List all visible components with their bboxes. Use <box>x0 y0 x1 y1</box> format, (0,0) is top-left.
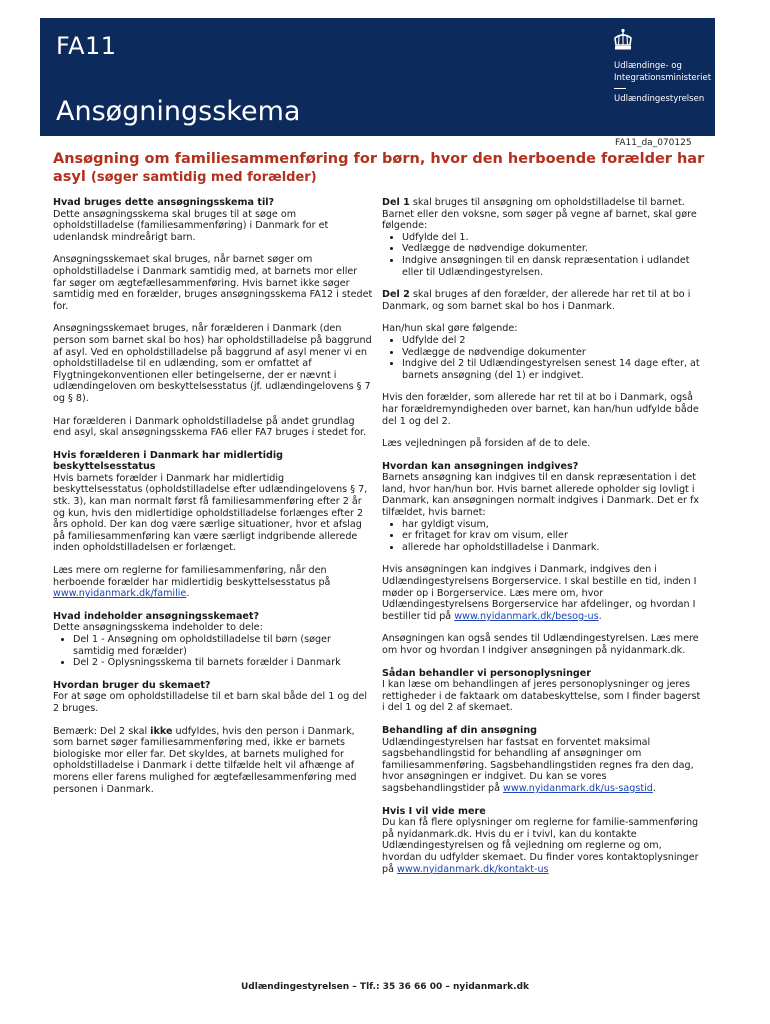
divider <box>614 88 626 89</box>
right-column <box>382 197 704 875</box>
list-item: • Vedlægge de nødvendige dokumenter <box>402 347 704 359</box>
paragraph: Dette ansøgningsskema skal bruges til at søge om opholdstilladelse (familiesammenføring) i Danmark for et udenlandsk mindreårigt barn. <box>53 208 329 243</box>
list-item: • Udfylde del 2 <box>402 335 704 347</box>
page-subtitle: (søger samtidig med forælder) <box>90 170 317 185</box>
paragraph: Hvis ansøgningen kan indgives i Danmark, indgives den i Udlændingestyrelsens Borgerservice. I skal bestille en tid, inden I møder op i Borgerservice. Læs mere om, hvor Udlændingestyrelsens Borgerservice har afdelinger, og hvordan I bestiller tid på www.nyidanmark.dk/besog-us. <box>382 564 697 622</box>
ministry-name: Udlændinge- og Integrationsministeriet <box>614 61 712 83</box>
paragraph: Ansøgningsskemaet skal bruges, når barnet søger om opholdstilladelse i Danmark samtidig med, at barnets mor eller far søger om ægtefællesammenføring. Hvis barnet ikke søger samtidig med en forælder, bruges ansøgningsskema FA12 i stedet for. <box>53 254 373 312</box>
paragraph: Del 2 skal bruges af den forælder, der allerede har ret til at bo i Danmark, og som barnet skal bo hos i Danmark. <box>382 289 691 312</box>
bullet-list <box>382 519 704 554</box>
section-heading: Hvis I vil vide mere <box>382 805 486 817</box>
section-heading: Hvordan bruger du skemaet? <box>53 679 211 691</box>
section-heading: Hvis forælderen i Danmark har midlertidig beskyttelsesstatus <box>53 449 284 473</box>
besog-link[interactable]: www.nyidanmark.dk/besog-us <box>454 610 599 622</box>
list-item: • har gyldigt visum, <box>402 519 704 531</box>
paragraph: Læs vejledningen på forsiden af de to dele. <box>382 438 591 450</box>
agency-name: Udlændingestyrelsen <box>614 94 705 104</box>
document-id: FA11_da_070125 <box>615 138 692 148</box>
section-heading: Hvad indeholder ansøgningsskemaet? <box>53 610 260 622</box>
paragraph: Læs mere om reglerne for familiesammenføring, når den herboende forælder har midlertidig beskyttelsesstatus på www.nyidanmark.dk/familie. <box>53 565 331 600</box>
section-heading: Sådan behandler vi personoplysninger <box>382 667 592 679</box>
paragraph: For at søge om opholdstilladelse til et barn skal både del 1 og del 2 bruges. <box>53 691 368 714</box>
page-footer: Udlændingestyrelsen – Tlf.: 35 36 66 00 – nyidanmark.dk <box>240 982 529 992</box>
list-item: • Vedlægge de nødvendige dokumenter. <box>402 243 704 255</box>
list-item: • Indgive del 2 til Udlændingestyrelsen senest 14 dage efter, at barnets ansøgning (del 1) er indgivet. <box>402 358 704 381</box>
paragraph: Bemærk: Del 2 skal ikke udfyldes, hvis den person i Danmark, som barnet søger familiesammenføring med, ikke er barnets biologiske mor eller far. Det skyldes, at barnets mulighed for opholdstilladelse i Danmark i dette tilfælde helt vil afhænge af morens eller farens mulighed for ægtefællesammenføring med personen i Danmark. <box>53 725 357 795</box>
list-item: • Udfylde del 1. <box>402 232 704 244</box>
crown-logo-icon <box>612 28 634 52</box>
paragraph: Han/hun skal gøre følgende: <box>382 323 518 335</box>
list-item: • Del 2 - Oplysningsskema til barnets forælder i Danmark <box>73 657 373 669</box>
paragraph: Har forælderen i Danmark opholdstilladelse på andet grundlag end asyl, skal ansøgningsskema FA6 eller FA7 bruges i stedet for. <box>53 415 367 439</box>
paragraph: Del 1 skal bruges til ansøgning om opholdstilladelse til barnet. Barnet eller den voksne, som søger på vegne af barnet, skal gøre følgende: <box>382 197 697 232</box>
list-item: • Del 1 - Ansøgning om opholdstilladelse til børn (søger samtidig med forælder) <box>73 634 373 657</box>
section-heading: Behandling af din ansøgning <box>382 724 538 736</box>
bullet-list <box>382 335 704 381</box>
kontakt-link[interactable]: www.nyidanmark.dk/kontakt-us <box>397 863 549 875</box>
header-banner <box>40 18 715 136</box>
paragraph: Hvis den forælder, som allerede har ret til at bo i Danmark, også har forældremyndigheden over barnet, kan han/hun udfylde både del 1 og del 2. <box>382 392 699 427</box>
form-title: Ansøgningsskema <box>56 96 301 127</box>
list-item: • allerede har opholdstilladelse i Danmark. <box>402 542 704 554</box>
form-code: FA11 <box>56 32 117 60</box>
paragraph: Barnets ansøgning kan indgives til en dansk repræsentation i det land, hvor han/hun bor. Hvis barnet allerede opholder sig lovligt i Danmark, kan ansøgningen normalt indgives i Danmark. Det er fx tilfældet, hvis barnet: <box>382 472 700 519</box>
paragraph: Ansøgningsskemaet bruges, når forælderen i Danmark (den person som barnet skal bo hos) har opholdstilladelse på baggrund af asyl. Ved en opholdstilladelse på baggrund af asyl mener vi en opholdstilladelse til en udlænding, som er omfattet af Flygtningekonventionen eller betingelserne, der er nævnt i udlændingeloven om beskyttelsesstatus (jf. udlændingelovens § 7 og § 8). <box>53 323 372 404</box>
paragraph: I kan læse om behandlingen af jeres personoplysninger og jeres rettigheder i de faktaark om databeskyttelse, som I finder bagerst i del 1 og del 2 af skemaet. <box>382 679 701 714</box>
section-heading: Hvordan kan ansøgningen indgives? <box>382 460 579 472</box>
list-item: • er fritaget for krav om visum, eller <box>402 530 704 542</box>
bullet-list <box>382 232 704 278</box>
paragraph: Dette ansøgningsskema indeholder to dele: <box>53 622 263 634</box>
left-column <box>53 197 373 795</box>
paragraph: Ansøgningen kan også sendes til Udlændingestyrelsen. Læs mere om hvor og hvordan I indgiver ansøgningen på nyidanmark.dk. <box>382 633 699 656</box>
section-heading: Hvad bruges dette ansøgningsskema til? <box>53 197 275 208</box>
paragraph: Udlændingestyrelsen har fastsat en forventet maksimal sagsbehandlingstid for behandling af ansøgninger om familiesammenføring. Sagsbehandlingstiden regnes fra den dag, hvor ansøgningen er indgivet. Du kan se vores sagsbehandlingstider på www.nyidanmark.dk/us-sagstid. <box>382 736 694 794</box>
list-item: • Indgive ansøgningen til en dansk repræsentation i udlandet eller til Udlændingestyrelsen. <box>402 255 704 278</box>
bullet-list <box>53 634 373 669</box>
paragraph: Hvis barnets forælder i Danmark har midlertidig beskyttelsesstatus (opholdstilladelse efter udlændingelovens § 7, stk. 3), kan man normalt først få familiesammenføring efter 2 år og kun, hvis den midlertidige opholdstilladelse forlænges efter 2 års ophold. Der kan dog være særlige situationer, hvor et afslag på familiesammenføring kan være særligt indgribende allerede inden opholdstilladelsen er forlænget. <box>53 472 368 554</box>
page-title: Ansøgning om familiesammenføring for børn, hvor den herboende forælder har asyl (søger samtidig med forælder) <box>53 151 705 185</box>
familie-link[interactable]: www.nyidanmark.dk/familie <box>53 588 187 600</box>
sagstid-link[interactable]: www.nyidanmark.dk/us-sagstid <box>503 782 653 794</box>
paragraph: Du kan få flere oplysninger om reglerne for familie-sammenføring på nyidanmark.dk. Hvis du er i tvivl, kan du kontakte Udlændingestyrelsen og få vejledning om reglerne og om, hvordan du udfylder skemaet. Du finder vores kontaktoplysninger på www.nyidanmark.dk/kontakt-us <box>382 817 699 875</box>
